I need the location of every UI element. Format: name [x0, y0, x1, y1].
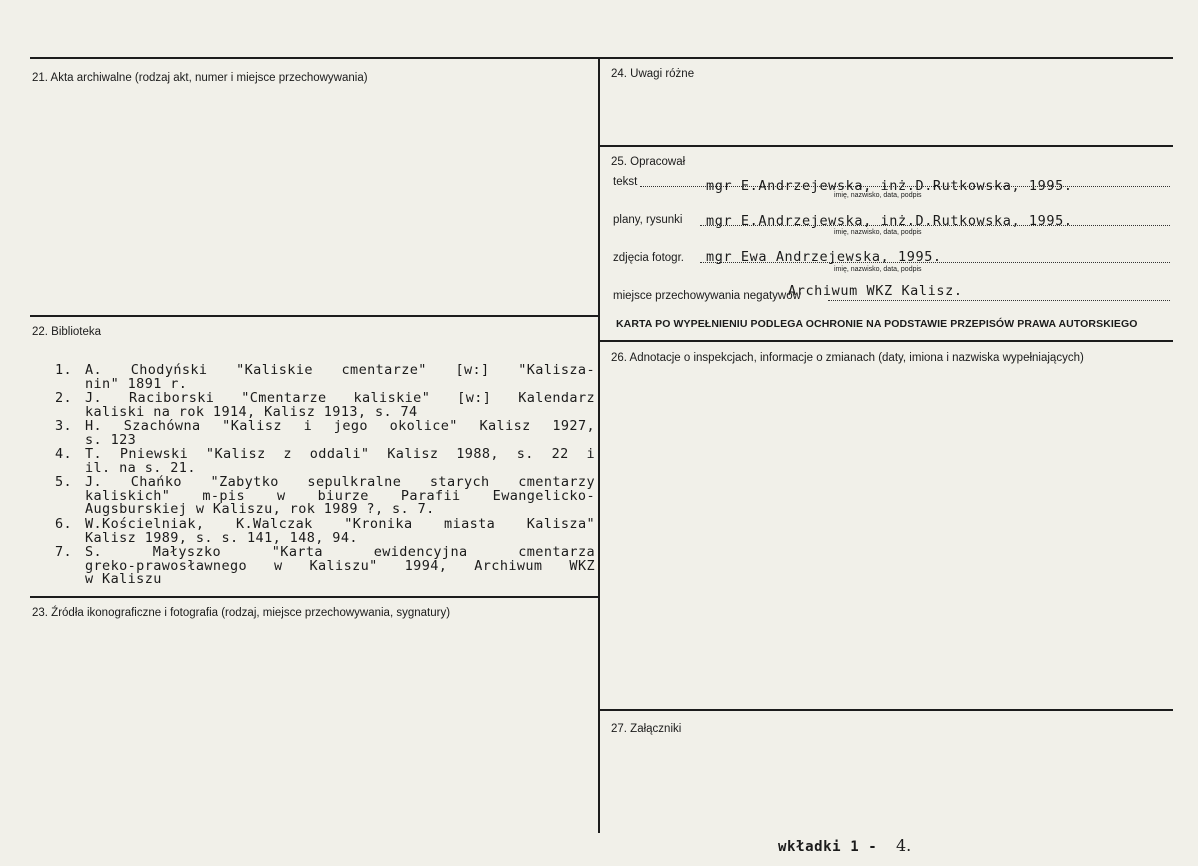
copyright-notice: KARTA PO WYPEŁNIENIU PODLEGA OCHRONIE NA PODSTAWIE PRZEPISÓW PRAWA AUTORSKIEGO — [616, 318, 1138, 330]
zdjecia-caption: imię, nazwisko, data, podpis — [834, 266, 922, 273]
section-25-heading: 25. Opracował — [611, 156, 686, 168]
divider-21-22 — [30, 315, 599, 317]
bib-number: 7. — [55, 544, 73, 560]
bib-line: S. Małyszko "Karta ewidencyjna cmentarza — [85, 544, 595, 560]
bib-line: T. Pniewski "Kalisz z oddali" Kalisz 1988, s. 22 i — [85, 446, 595, 462]
bib-line: kaliski na rok 1914, Kalisz 1913, s. 74 — [85, 403, 418, 420]
bib-line: s. 123 — [85, 431, 137, 448]
bib-line: J. Raciborski "Cmentarze kaliskie" [w:] Kalendarz — [85, 390, 595, 406]
bib-line: Kalisz 1989, s. s. 141, 148, 94. — [85, 529, 358, 546]
bib-number: 6. — [55, 516, 73, 532]
bib-line: H. Szachówna "Kalisz i jego okolice" Kalisz 1927, — [85, 418, 595, 434]
zdjecia-label: zdjęcia fotogr. — [613, 252, 684, 264]
section-27-heading: 27. Załączniki — [611, 723, 682, 735]
zdjecia-value: mgr Ewa Andrzejewska, 1995. — [706, 249, 942, 265]
bib-line: greko-prawosławnego w Kaliszu" 1994, Archiwum WKZ — [85, 557, 595, 574]
inserts-typed: wkładki 1 - — [778, 839, 878, 855]
divider-22-23 — [30, 596, 599, 598]
bib-line: w Kaliszu — [85, 571, 162, 587]
section-21-heading: 21. Akta archiwalne (rodzaj akt, numer i miejsce przechowywania) — [32, 72, 368, 84]
bib-line: il. na s. 21. — [85, 459, 196, 476]
negatywy-label: miejsce przechowywania negatywów — [613, 290, 801, 302]
top-border — [30, 57, 1173, 59]
bib-line: kaliskich" m-pis w biurze Parafii Ewangelicko- — [85, 487, 595, 504]
bib-line: Augsburskiej w Kaliszu, rok 1989 ?, s. 7. — [85, 501, 435, 517]
center-divider — [598, 58, 600, 833]
bib-number: 3. — [55, 418, 73, 434]
bib-number: 1. — [55, 362, 73, 378]
bib-line: J. Chańko "Zabytko sepulkralne starych cmentarzy — [85, 474, 595, 490]
tekst-caption: imię, nazwisko, data, podpis — [834, 192, 922, 199]
inserts-handwritten: 4. — [896, 836, 912, 855]
plany-caption: imię, nazwisko, data, podpis — [834, 229, 922, 236]
divider-24-25 — [598, 145, 1173, 147]
negatywy-dotted-line — [828, 300, 1170, 301]
bib-number: 5. — [55, 474, 73, 490]
bib-line: nin" 1891 r. — [85, 375, 188, 392]
divider-26-27 — [598, 709, 1173, 711]
bib-line: A. Chodyński "Kaliskie cmentarze" [w:] "Kalisza- — [85, 362, 595, 378]
tekst-value: mgr E.Andrzejewska, inż.D.Rutkowska, 1995. — [706, 178, 1073, 194]
negatywy-value: Archiwum WKZ Kalisz. — [788, 283, 963, 299]
section-24-heading: 24. Uwagi różne — [611, 68, 695, 80]
section-26-heading: 26. Adnotacje o inspekcjach, informacje o zmianach (daty, imiona i nazwiska wypełniających) — [611, 352, 1084, 364]
section-22-heading: 22. Biblioteka — [32, 326, 102, 338]
tekst-label: tekst — [613, 176, 638, 188]
bib-number: 2. — [55, 390, 73, 406]
section-23-heading: 23. Źródła ikonograficzne i fotografia (rodzaj, miejsce przechowywania, sygnatury) — [32, 607, 451, 619]
bib-number: 4. — [55, 446, 73, 462]
plany-value: mgr E.Andrzejewska, inż.D.Rutkowska, 1995. — [706, 213, 1073, 229]
divider-25-26 — [598, 340, 1173, 342]
plany-label: plany, rysunki — [613, 214, 683, 226]
bib-line: W.Kościelniak, K.Walczak "Kronika miasta Kalisza" — [85, 516, 595, 532]
